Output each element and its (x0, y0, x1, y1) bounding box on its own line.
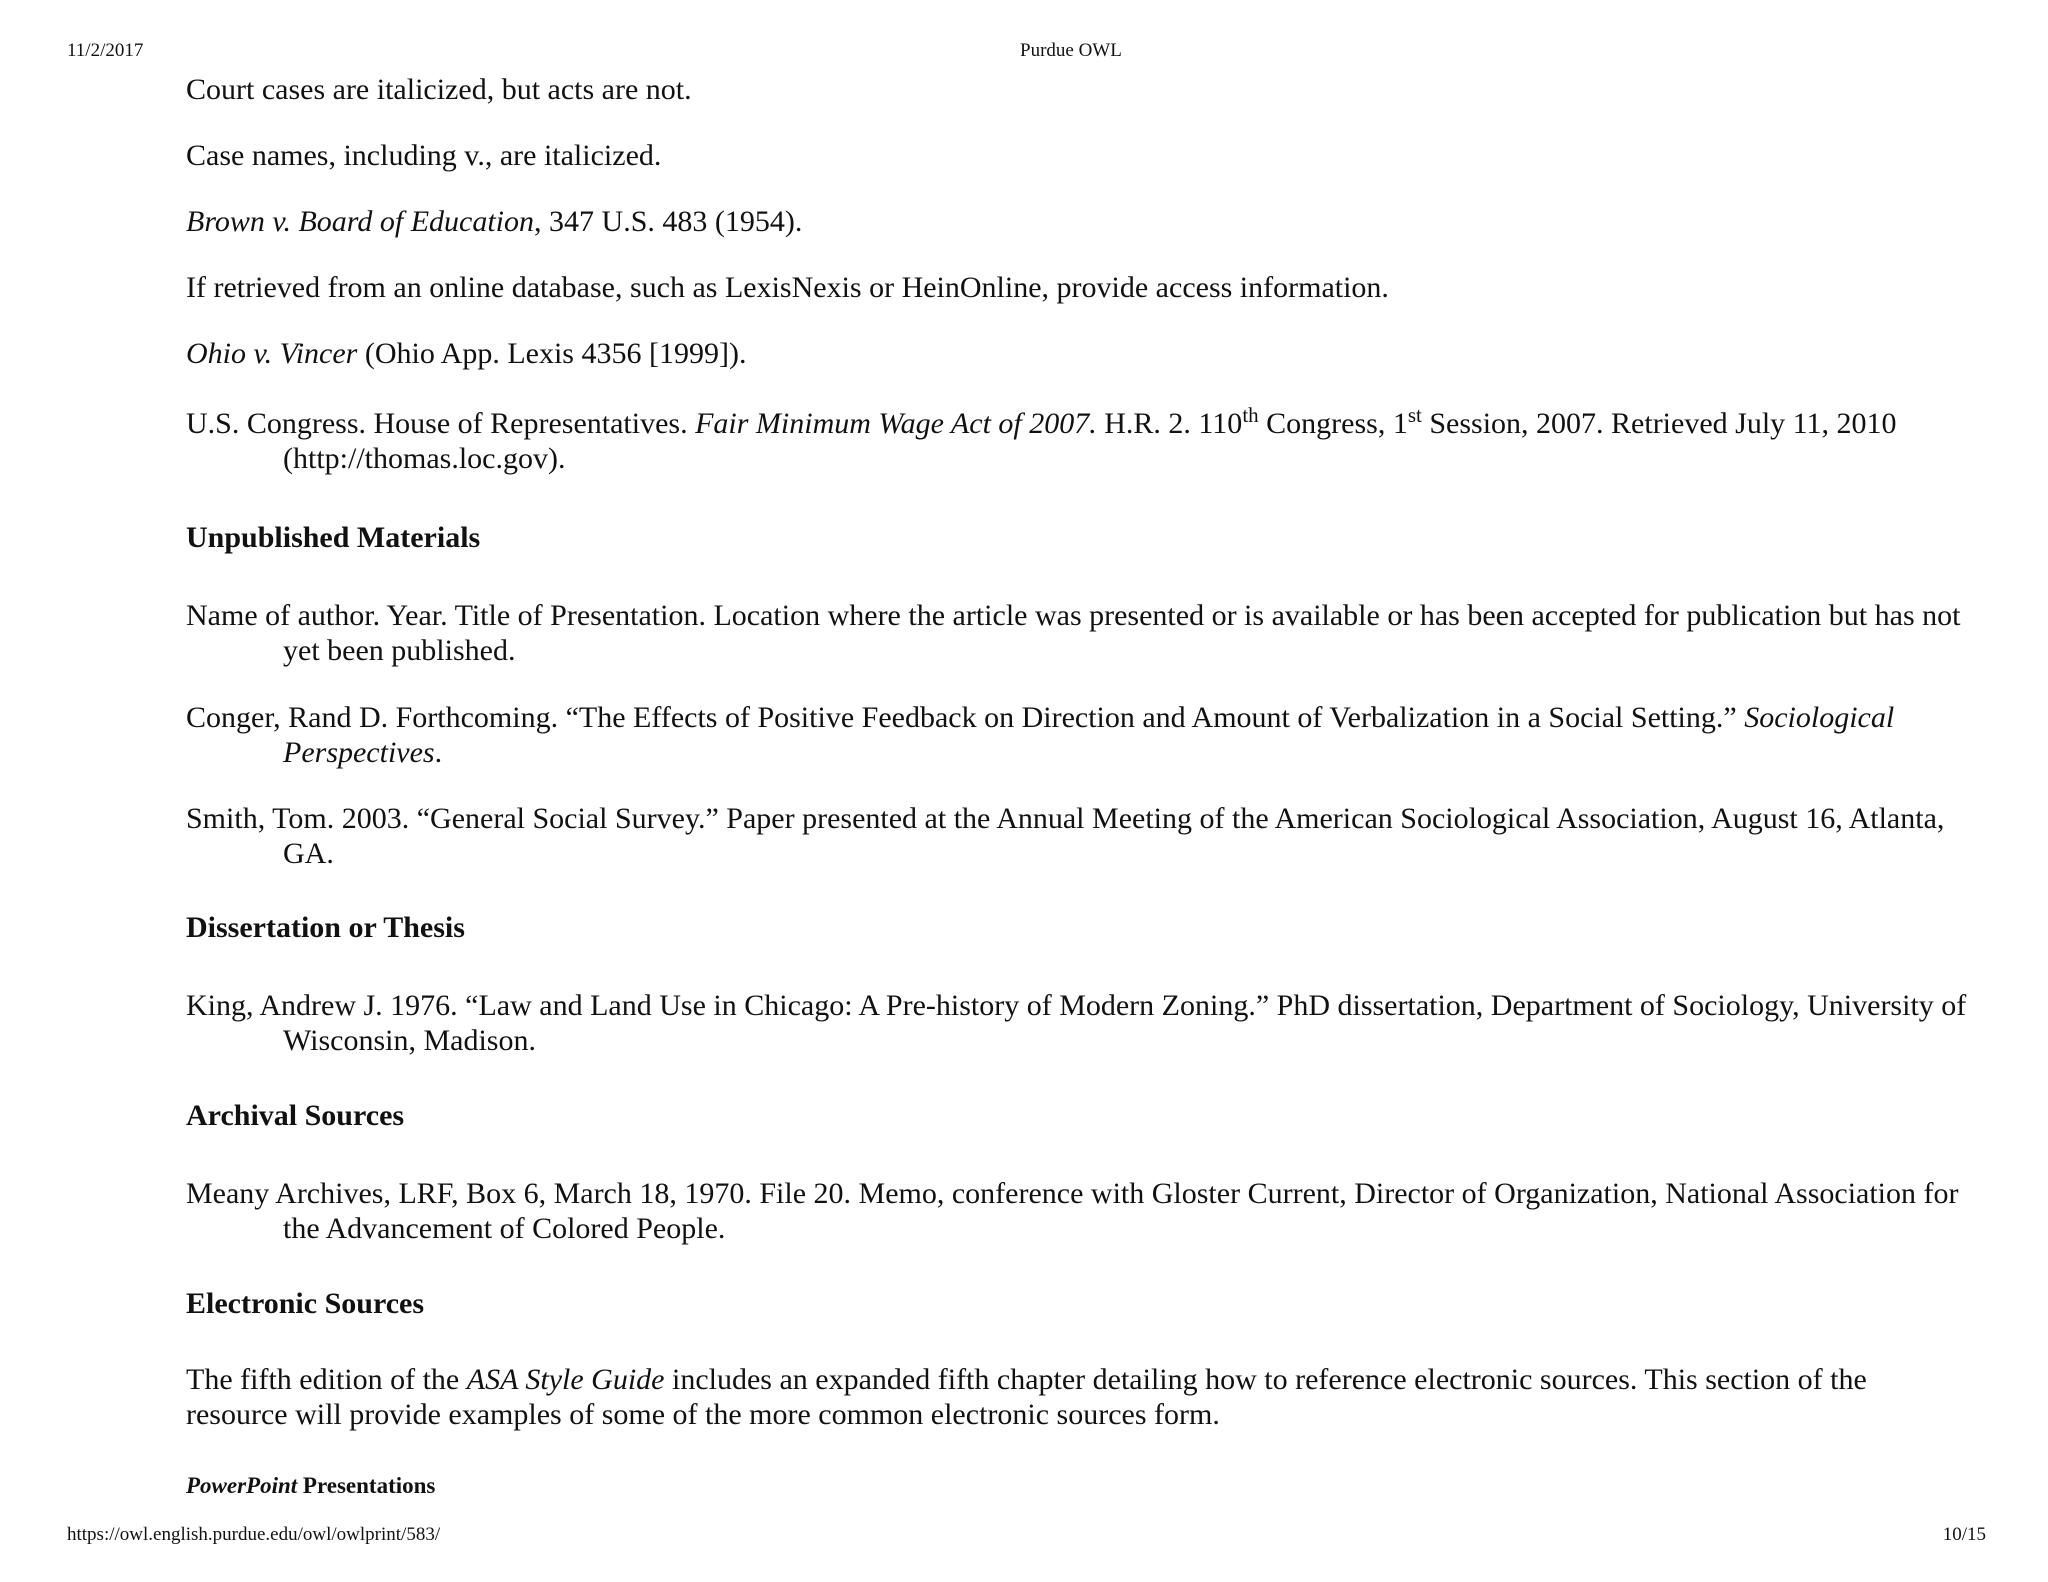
example-meany-archives: Meany Archives, LRF, Box 6, March 18, 1970. File 20. Memo, conference with Gloster Current, Director of Organization, National Association for the Advancement of Colored People. (186, 1177, 1959, 1245)
citation-text: Conger, Rand D. Forthcoming. “The Effects of Positive Feedback on Direction and Amount of Verbalization in a Social Setting.” (186, 701, 1745, 734)
heading-rest: Presentations (297, 1473, 436, 1498)
example-king: King, Andrew J. 1976. “Law and Land Use in Chicago: A Pre-history of Modern Zoning.” PhD dissertation, Department of Sociology, University of Wisconsin, Madison. (186, 989, 1967, 1057)
print-title: Purdue OWL (1020, 40, 1122, 61)
example-ohio-v-vincer (186, 336, 746, 371)
paragraph-online-database: If retrieved from an online database, such as LexisNexis or HeinOnline, provide access information. (186, 271, 1389, 304)
format-unpublished: Name of author. Year. Title of Presentation. Location where the article was presented or is available or has been accepted for publication but has not yet been published. (186, 599, 1961, 667)
heading-dissertation: Dissertation or Thesis (186, 911, 465, 944)
superscript: th (1242, 403, 1259, 427)
citation-text: , 347 U.S. 483 (1954). (534, 205, 803, 238)
paragraph-electronic-sources (186, 1362, 1886, 1432)
journal-italic: Sociological Perspectives (283, 701, 1895, 769)
body-text: The fifth edition of the (186, 1363, 467, 1396)
heading-powerpoint-presentations (186, 1472, 435, 1500)
case-name-italic: Ohio v. Vincer (186, 337, 358, 370)
citation-text: . (434, 736, 443, 769)
case-name-italic: Brown v. Board of Education (186, 205, 535, 238)
guide-name-italic: ASA Style Guide (466, 1363, 665, 1396)
citation-text: (Ohio App. Lexis 4356 [1999]). (357, 337, 747, 370)
example-brown-v-board (186, 204, 802, 239)
citation-text: U.S. Congress. House of Representatives. (186, 407, 696, 440)
example-conger (186, 700, 1983, 770)
print-url: https://owl.english.purdue.edu/owl/owlprint/583/ (67, 1524, 441, 1545)
citation-text: Session, 2007. Retrieved July 11, 2010 (http://thomas.loc.gov). (283, 407, 1897, 475)
page-number: 10/15 (1942, 1524, 1986, 1545)
citation-text: H.R. 2. 110 (1096, 407, 1243, 440)
act-name-italic: Fair Minimum Wage Act of 2007. (695, 407, 1097, 440)
print-date: 11/2/2017 (67, 40, 144, 61)
body-text: includes an expanded fifth chapter detailing how to reference electronic sources. This section of the resource will provide examples of some of the more common electronic sources form. (186, 1363, 1867, 1431)
heading-electronic-sources: Electronic Sources (186, 1287, 425, 1320)
heading-archival-sources: Archival Sources (186, 1099, 405, 1132)
superscript: st (1407, 403, 1422, 427)
example-congress-act (186, 403, 1983, 476)
citation-text: Congress, 1 (1258, 407, 1408, 440)
paragraph-court-cases: Court cases are italicized, but acts are not. (186, 73, 692, 106)
paragraph-case-names: Case names, including v., are italicized. (186, 139, 662, 172)
example-smith: Smith, Tom. 2003. “General Social Survey.” Paper presented at the Annual Meeting of the American Sociological Association, August 16, Atlanta, GA. (186, 802, 1945, 870)
heading-unpublished-materials: Unpublished Materials (186, 521, 481, 554)
heading-italic-part: PowerPoint (186, 1473, 298, 1498)
